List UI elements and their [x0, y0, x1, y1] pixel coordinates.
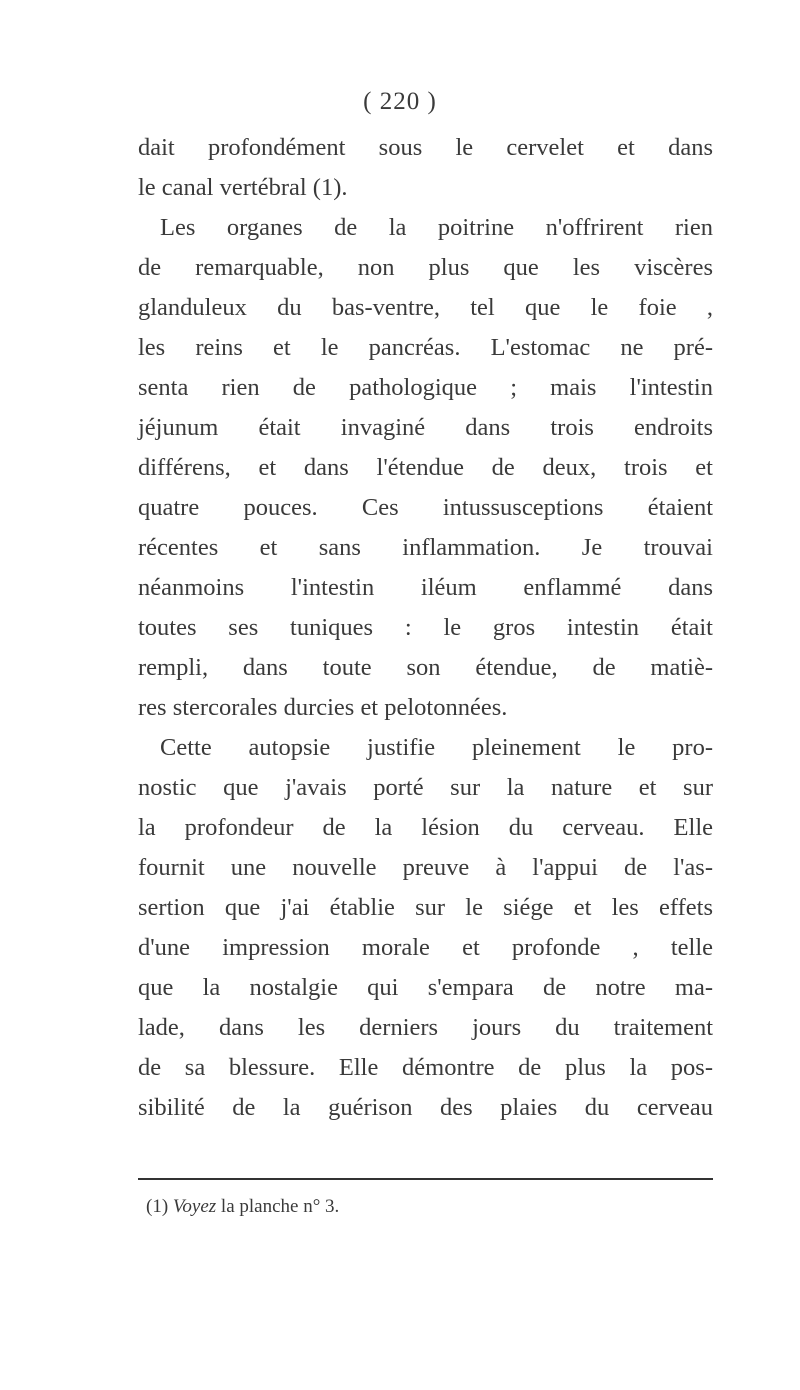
- text-line: différens, et dans l'étendue de deux, trois et: [138, 454, 713, 481]
- text-line: la profondeur de la lésion du cerveau. Elle: [138, 814, 713, 841]
- text-line: récentes et sans inflammation. Je trouvai: [138, 534, 713, 561]
- footnote: [146, 1196, 339, 1218]
- text-line: nostic que j'avais porté sur la nature et sur: [138, 774, 713, 801]
- text-line: lade, dans les derniers jours du traitement: [138, 1014, 713, 1041]
- text-line: que la nostalgie qui s'empara de notre ma-: [138, 974, 713, 1001]
- text-line: jéjunum était invaginé dans trois endroits: [138, 414, 713, 441]
- text-line: Les organes de la poitrine n'offrirent rien: [160, 214, 713, 241]
- text-line: senta rien de pathologique ; mais l'intestin: [138, 374, 713, 401]
- text-line: toutes ses tuniques : le gros intestin était: [138, 614, 713, 641]
- text-line: rempli, dans toute son étendue, de matiè-: [138, 654, 713, 681]
- text-line: glanduleux du bas-ventre, tel que le foie ,: [138, 294, 713, 321]
- text-line: sibilité de la guérison des plaies du cerveau: [138, 1094, 713, 1121]
- text-line: d'une impression morale et profonde , telle: [138, 934, 713, 961]
- text-line: de sa blessure. Elle démontre de plus la pos-: [138, 1054, 713, 1081]
- page-number: ( 220 ): [363, 88, 437, 115]
- text-line: sertion que j'ai établie sur le siége et les effets: [138, 894, 713, 921]
- text-line: dait profondément sous le cervelet et dans: [138, 134, 713, 161]
- text-line: Cette autopsie justifie pleinement le pro-: [160, 734, 713, 761]
- footnote-italic: Voyez: [172, 1196, 217, 1217]
- body-text: [138, 128, 713, 1128]
- footnote-divider: [138, 1178, 713, 1180]
- text-line: de remarquable, non plus que les viscères: [138, 254, 713, 281]
- text-line: fournit une nouvelle preuve à l'appui de l'as-: [138, 854, 713, 881]
- text-line: les reins et le pancréas. L'estomac ne pré-: [138, 334, 713, 361]
- text-line: le canal vertébral (1).: [138, 174, 348, 201]
- text-line: néanmoins l'intestin iléum enflammé dans: [138, 574, 713, 601]
- footnote-marker: (1): [146, 1196, 169, 1217]
- footnote-text: la planche n° 3.: [220, 1196, 340, 1217]
- text-line: res stercorales durcies et pelotonnées.: [138, 694, 508, 721]
- text-line: quatre pouces. Ces intussusceptions étaient: [138, 494, 713, 521]
